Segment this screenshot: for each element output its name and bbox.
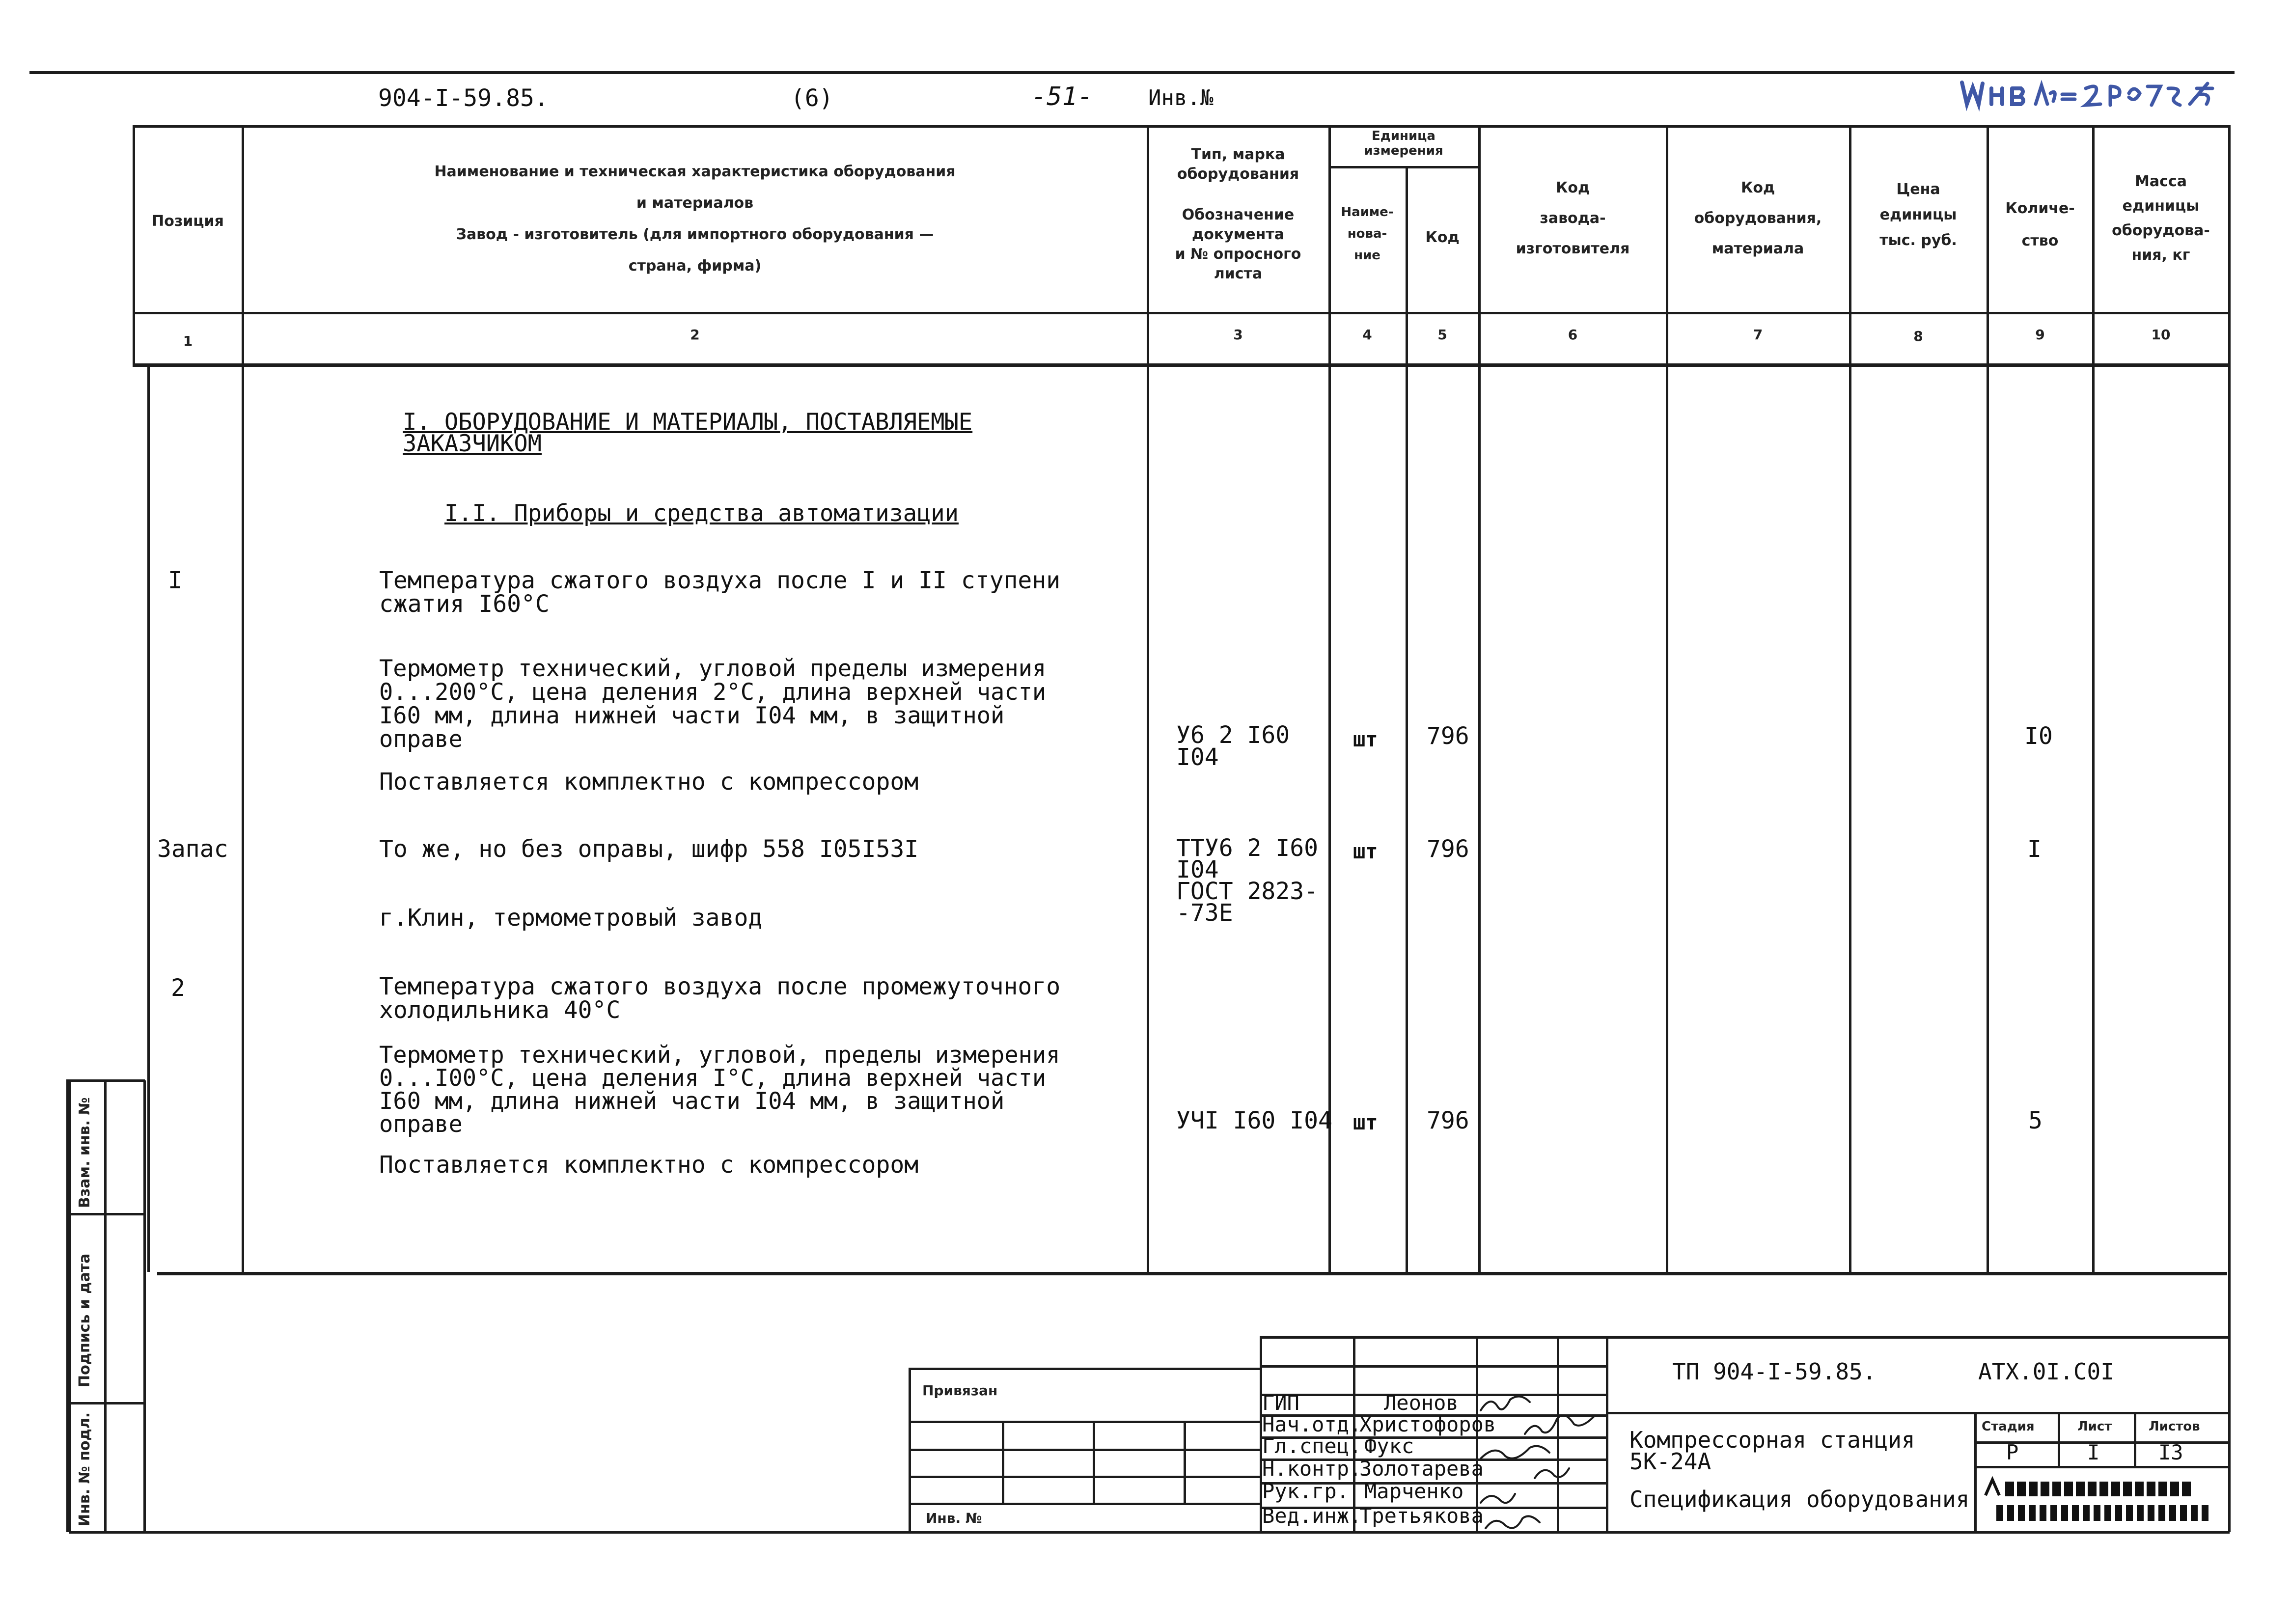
col-divider-8 [1987, 125, 1989, 1272]
side-strip-right [143, 1080, 146, 1532]
signer-role: Нач.отд. [1262, 1412, 1362, 1436]
binding-col [1184, 1421, 1186, 1504]
signer-role: Н.контр. [1262, 1457, 1362, 1481]
col-number: 5 [1437, 327, 1447, 343]
sheets-label: Листов [2149, 1419, 2200, 1434]
item-note: Поставляется комплектно с компрессором [379, 768, 919, 796]
organisation-stamp [1982, 1471, 2227, 1530]
col-number: 4 [1362, 327, 1372, 343]
header-unit-group: Единица измерения [1364, 129, 1443, 158]
sheets-value: I3 [2158, 1440, 2183, 1464]
frame-bottom-line [69, 1531, 2230, 1534]
header-quantity: Количе- ство [2005, 200, 2075, 249]
col-number: 2 [690, 327, 700, 343]
header-bottom-line [133, 312, 2230, 314]
col-divider-6 [1666, 125, 1668, 1272]
header-unit-code: Код [1425, 229, 1460, 246]
unit-cell: шт [1353, 1110, 1378, 1134]
document-title: Спецификация оборудования [1629, 1486, 1970, 1513]
unit-code-cell: 796 [1427, 1107, 1469, 1134]
binding-inv-label: Инв. № [926, 1510, 982, 1526]
col-divider-2 [1147, 125, 1149, 1272]
header-price: Цена единицы тыс. руб. [1879, 181, 1957, 249]
side-strip-sep [66, 1402, 145, 1404]
signature-date-label: Подпись и дата [76, 1253, 93, 1387]
binding-row [909, 1503, 1260, 1505]
side-strip-divider [104, 1080, 107, 1532]
inventory-stamp [1957, 74, 2217, 118]
type-cell: У6 2 I60 I04 [1176, 721, 1290, 771]
header-document: Обозначение документа и № опросного листа [1175, 206, 1301, 282]
title-block-col [2058, 1412, 2060, 1466]
handwritten-signatures [1476, 1390, 1608, 1537]
item-name: Термометр технический, угловой пределы измерения 0...200°C, цена деления 2°C, длина верхней части I60 мм, длина нижней части I04 мм, в защитной оправе [379, 655, 1047, 753]
signer-name: Третьякова [1359, 1504, 1484, 1528]
side-strip-top [66, 1079, 145, 1082]
unit-cell: шт [1353, 727, 1378, 751]
signer-name: Марченко [1364, 1479, 1464, 1503]
position-cell: 2 [171, 974, 185, 1002]
type-cell: УЧI I60 I04 [1176, 1107, 1332, 1134]
top-trim-line [29, 71, 2235, 74]
header-unit-name: Наиме- нова- ние [1341, 205, 1394, 263]
quantity-cell: I [2027, 835, 2042, 863]
sheet-value: I [2087, 1440, 2100, 1464]
body-left-line [147, 366, 150, 1272]
table-left-line [133, 125, 135, 366]
header-maker-code: Код завода- изготовителя [1516, 179, 1630, 257]
signer-role: Вед.инж. [1262, 1504, 1362, 1528]
col-divider-9 [2092, 125, 2095, 1272]
position-cell: Запас [157, 835, 228, 863]
binding-row [909, 1476, 1260, 1478]
signer-name: Золотарева [1359, 1457, 1484, 1481]
document-part: (6) [791, 84, 833, 112]
binding-col [1093, 1421, 1095, 1504]
title-block-row [1974, 1466, 2230, 1468]
stage-value: Р [2006, 1440, 2019, 1464]
side-strip-sep [66, 1213, 145, 1215]
table-bottom-line [157, 1272, 2227, 1275]
sheet-code: АТХ.0I.С0I [1978, 1358, 2114, 1385]
stamp-top-line [1260, 1336, 2230, 1339]
quantity-cell: I0 [2024, 722, 2053, 750]
document-code: ТП 904-I-59.85. [1672, 1358, 1877, 1385]
binding-label: Привязан [922, 1382, 998, 1399]
item-name: То же, но без оправы, шифр 558 I05I53I [379, 835, 919, 863]
signer-name: Фукс [1364, 1434, 1414, 1458]
side-strip-left [66, 1080, 69, 1532]
header-type: Тип, марка оборудования [1177, 146, 1299, 183]
inventory-label: Инв.№ [1148, 85, 1214, 110]
col-number: 1 [183, 333, 193, 349]
col-divider-7 [1849, 125, 1851, 1272]
binding-row [909, 1421, 1260, 1423]
signers-row [1260, 1365, 1606, 1368]
binding-row [909, 1449, 1260, 1451]
binding-top [909, 1368, 1260, 1370]
section-title: I. ОБОРУДОВАНИЕ И МАТЕРИАЛЫ, ПОСТАВЛЯЕМЫЕ ЗАКАЗЧИКОМ [403, 409, 973, 457]
header-mass: Масса единицы оборудова- ния, кг [2112, 173, 2210, 264]
quantity-cell: 5 [2028, 1107, 2043, 1134]
title-block-col [1974, 1412, 1977, 1532]
signer-name: Христофоров [1359, 1412, 1496, 1436]
header-name: Наименование и техническая характеристика оборудования и материалов Завод - изготовитель (для импортного оборудования — страна, фирма) [434, 163, 956, 275]
unit-cell: шт [1353, 839, 1378, 863]
col-number: 3 [1233, 327, 1243, 343]
table-top-line [133, 125, 2230, 128]
unit-group-line [1328, 166, 1478, 168]
col-number: 9 [2035, 327, 2045, 343]
header-material-code: Код оборудования, материала [1694, 179, 1822, 257]
binding-col [1002, 1421, 1004, 1504]
col-divider-1 [242, 125, 244, 1272]
section-subtitle: I.I. Приборы и средства автоматизации [444, 500, 959, 527]
col-number: 10 [2151, 327, 2171, 343]
replacement-inv-label: Взам. инв. № [76, 1097, 93, 1208]
sheet-label: Лист [2077, 1419, 2112, 1434]
header-position: Позиция [152, 213, 224, 230]
item-name: Термометр технический, угловой, пределы измерения 0...I00°C, цена деления I°C, длина верхней части I60 мм, длина нижней части I04 мм, в защитной оправе [379, 1042, 1060, 1138]
object-name: Компрессорная станция 5К-24А [1629, 1427, 1915, 1475]
col-number: 6 [1568, 327, 1578, 343]
signer-role: Гл.спец. [1262, 1434, 1362, 1458]
stage-label: Стадия [1982, 1419, 2035, 1434]
frame-left-line [69, 1080, 71, 1532]
item-name: Температура сжатого воздуха после промежуточного холодильника 40°C [379, 973, 1061, 1024]
col-divider-3 [1328, 125, 1331, 1272]
signer-name: Леонов [1384, 1391, 1459, 1415]
signer-role: ГИП [1262, 1391, 1299, 1415]
position-cell: I [168, 567, 182, 594]
document-reference: 904-I-59.85. [378, 84, 549, 112]
original-inv-label: Инв. № подл. [76, 1412, 93, 1526]
col-number: 7 [1753, 327, 1763, 343]
col-divider-5 [1478, 125, 1481, 1272]
unit-code-cell: 796 [1427, 835, 1469, 863]
item-name: Температура сжатого воздуха после I и II ступени сжатия I60°C [379, 567, 1061, 618]
page-number: -51- [1031, 82, 1093, 111]
col-number: 8 [1913, 328, 1923, 344]
col-number-line [133, 363, 2230, 367]
unit-code-cell: 796 [1427, 722, 1469, 750]
item-note: Поставляется комплектно с компрессором [379, 1151, 919, 1179]
signer-role: Рук.гр. [1262, 1479, 1350, 1503]
manufacturer-note: г.Клин, термометровый завод [379, 904, 763, 932]
title-block-col [2134, 1412, 2136, 1466]
frame-right-line [2228, 125, 2231, 1532]
type-cell: ТТУ6 2 I60 I04 ГОСТ 2823- -73Е [1176, 834, 1318, 927]
